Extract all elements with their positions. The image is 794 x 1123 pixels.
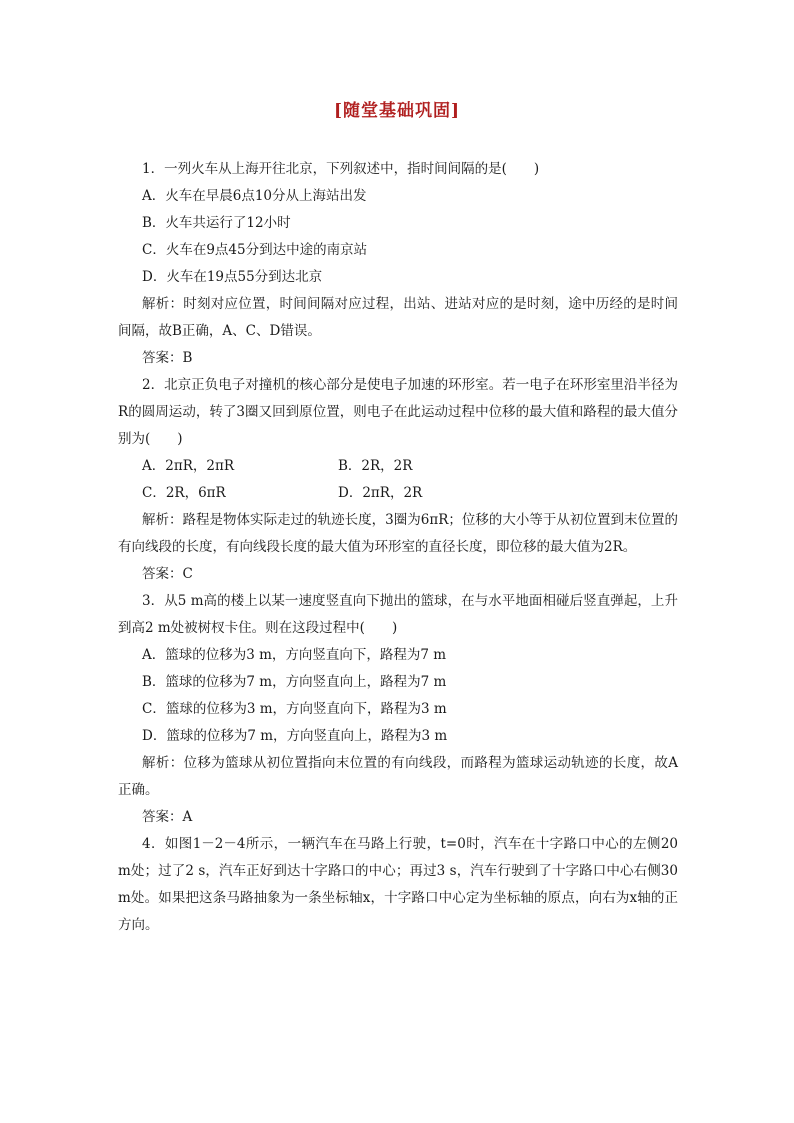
question-3-option-b: B．篮球的位移为7 m，方向竖直向上，路程为7 m [142,674,447,690]
question-2-analysis: 解析：路程是物体实际走过的轨迹长度，3圈为6πR；位移的大小等于从初位置到末位置的有向线段的长度，有向线段长度的最大值为环形室的直径长度，即位移的最大值为2R。 [118,512,678,555]
question-2-options-row-2 [118,480,678,507]
question-3-option-c: C．篮球的位移为3 m，方向竖直向下，路程为3 m [142,701,447,717]
question-3-option-a: A．篮球的位移为3 m，方向竖直向下，路程为7 m [142,647,447,663]
question-list [118,156,678,939]
question-1-option-b: B．火车共运行了12小时 [142,215,291,231]
question-1-stem: 1．一列火车从上海开往北京，下列叙述中，指时间间隔的是( ) [142,161,540,177]
question-2-option-d: D．2πR，2R [338,485,423,501]
question-2-option-a: A．2πR，2πR [142,458,235,474]
question-1-option-a: A．火车在早晨6点10分从上海站出发 [142,188,367,204]
question-3-analysis: 解析：位移为篮球从初位置指向末位置的有向线段，而路程为篮球运动轨迹的长度，故A正确。 [118,755,678,798]
question-3-answer: 答案：A [142,809,193,825]
question-2-answer: 答案：C [142,566,193,582]
question-2-option-c: C．2R，6πR [142,485,226,501]
question-3-stem: 3．从5 m高的楼上以某一速度竖直向下抛出的篮球，在与水平地面相碰后竖直弹起，上升到高2 m处被树杈卡住。则在这段过程中( ) [118,593,678,636]
question-1-answer: 答案：B [142,350,193,366]
question-1-analysis: 解析：时刻对应位置，时间间隔对应过程，出站、进站对应的是时刻，途中历经的是时间间隔，故B正确，A、C、D错误。 [118,296,678,339]
section-title: [随堂基础巩固] [333,101,461,121]
question-4-stem: 4．如图1－2－4所示，一辆汽车在马路上行驶，t=0时，汽车在十字路口中心的左侧20 m处；过了2 s，汽车正好到达十字路口的中心；再过3 s，汽车行驶到了十字路口中心右侧30 m处。如果把这条马路抽象为一条坐标轴x，十字路口中心定为坐标轴的原点，向右为x轴的正方向。 [118,836,678,933]
question-2-options-row-1 [118,453,678,480]
question-2-option-b: B．2R，2R [338,458,413,474]
question-3-option-d: D．篮球的位移为7 m，方向竖直向上，路程为3 m [142,728,448,744]
question-2-stem: 2．北京正负电子对撞机的核心部分是使电子加速的环形室。若一电子在环形室里沿半径为R的圆周运动，转了3圈又回到原位置，则电子在此运动过程中位移的最大值和路程的最大值分别为( ) [118,377,678,447]
question-1-option-d: D．火车在19点55分到达北京 [142,269,323,285]
question-1-option-c: C．火车在9点45分到达中途的南京站 [142,242,368,258]
